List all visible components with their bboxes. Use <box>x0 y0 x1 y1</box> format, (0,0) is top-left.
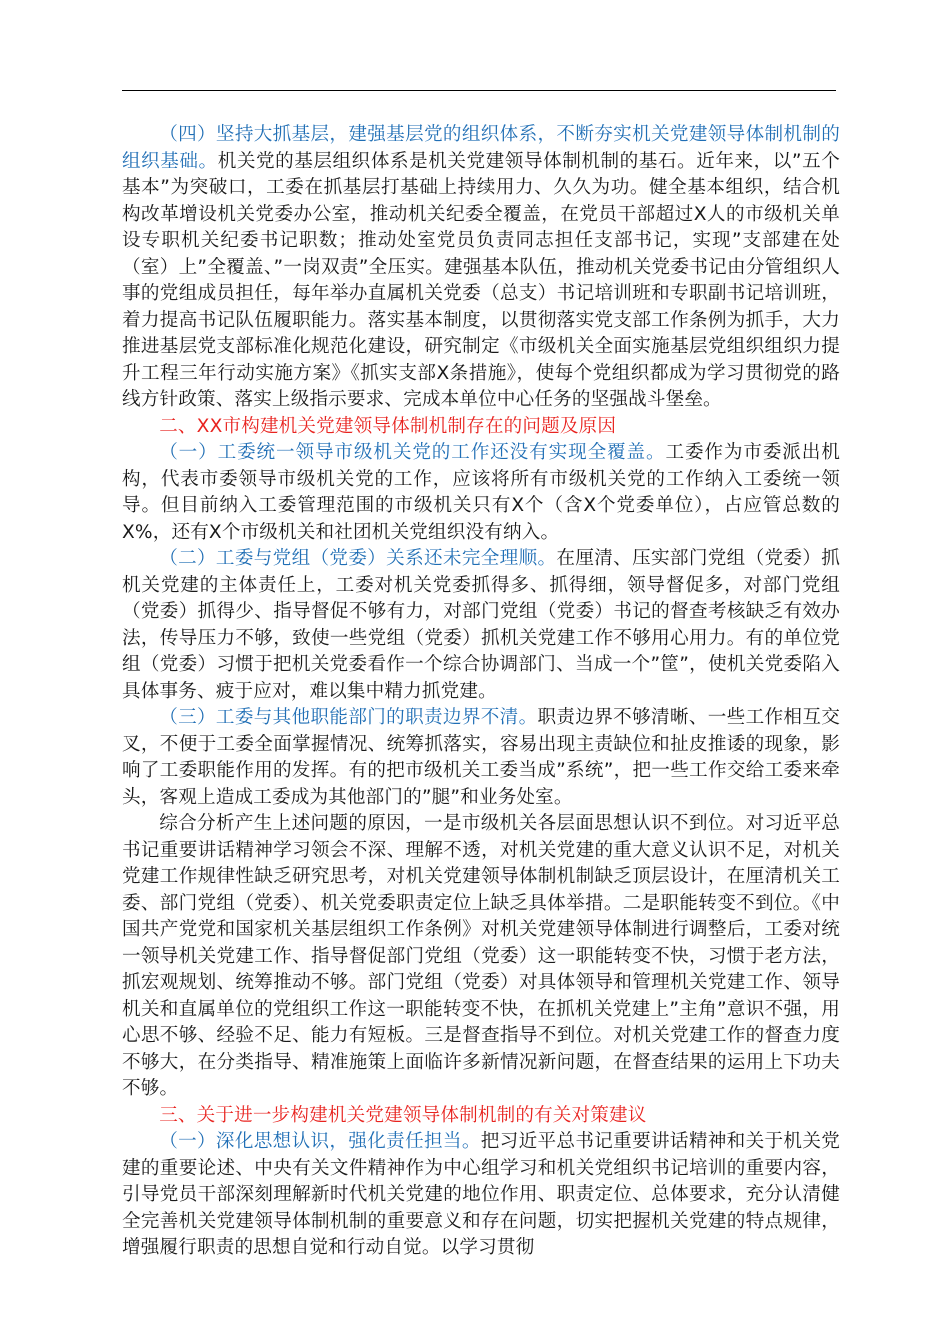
subheading-one: （一）工委统一领导市级机关党的工作还没有实现全覆盖。 <box>159 442 666 463</box>
paragraph-text: 综合分析产生上述问题的原因，一是市级机关各层面思想认识不到位。对习近平总书记重要讲话精神学习领会不深、理解不透，对机关党建的重大意义认识不足，对机关党建工作规律性缺乏研究思考，对机关党建领导体制机制缺乏顶层设计，在厘清机关工委、部门党组（党委）、机关党委职责定位上缺乏具体举措。二是职能转变不到位。《中国共产党党和国家机关基层组织工作条例》对机关党建领导体制进行调整后，工委对统一领导机关党建工作、指导督促部门党组（党委）这一职能转变不快，习惯于老方法，抓宏观规划、统筹推动不够。部门党组（党委）对具体领导和管理机关党建工作、领导机关和直属单位的党组织工作这一职能转变不快，在抓机关党建上”主角”意识不强，用心思不够、经验不足、能力有短板。三是督查指导不到位。对机关党建工作的督查力度不够大，在分类指导、精准施策上面临许多新情况新问题，在督查结果的运用上下功夫不够。 <box>122 813 840 1099</box>
paragraph-relationship <box>122 546 840 705</box>
paragraph-text: 把习近平总书记重要讲话精神和关于机关党建的重要论述、中央有关文件精神作为中心组学习和机关党组织书记培训的重要内容，引导党员干部深刻理解新时代机关党建的地位作用、职责定位、总体要求，充分认清健全完善机关党建领导体制机制的重要意义和存在问题，切实把握机关党建的特点规律，增强履行职责的思想自觉和行动自觉。以学习贯彻 <box>122 1131 840 1258</box>
section-heading-recommendations: 三、关于进一步构建机关党建领导体制机制的有关对策建议 <box>159 1104 647 1126</box>
paragraph-deepen-awareness <box>122 1129 840 1262</box>
paragraph-text: 机关党的基层组织体系是机关党建领导体制机制的基石。近年来，以”五个基本”为突破口，工委在抓基层打基础上持续用力、久久为功。健全基本组织，结合机构改革增设机关党委办公室，推动机关纪委全覆盖，在党员干部超过X人的市级机关单设专职机关纪委书记职数；推动处室党员负责同志担任支部书记，实现”支部建在处（室）上”全覆盖、”一岗双责”全压实。建强基本队伍，推动机关党委书记由分管组织人事的党组成员担任，每年举办直属机关党委（总支）书记培训班和专职副书记培训班，着力提高书记队伍履职能力。落实基本制度，以贯彻落实党支部工作条例为抓手，大力推进基层党支部标准化规范化建设，研究制定《市级机关全面实施基层党组织组织力提升工程三年行动实施方案》《抓实支部X条措施》，使每个党组织都成为学习贯彻党的路线方针政策、落实上级指示要求、完成本单位中心任务的坚强战斗堡垒。 <box>122 150 840 410</box>
subheading-four: （四）坚持大抓基层，建强基层党的组织体系，不断夯实机关党建领导体制机制的组织基础。 <box>122 124 840 172</box>
paragraph-coverage <box>122 440 840 546</box>
paragraph-boundaries <box>122 705 840 811</box>
paragraph-text: 职责边界不够清晰、一些工作相互交叉，不便于工委全面掌握情况、统筹抓落实，容易出现主责缺位和扯皮推诿的现象，影响了工委职能作用的发挥。有的把市级机关工委当成”系统”，把一些工作交给工委来牵头，客观上造成工委成为其他部门的”腿”和业务处室。 <box>122 707 840 808</box>
document-body <box>122 122 840 1262</box>
paragraph-text: 在厘清、压实部门党组（党委）抓机关党建的主体责任上，工委对机关党委抓得多、抓得细，领导督促多，对部门党组（党委）抓得少、指导督促不够有力，对部门党组（党委）书记的督查考核缺乏有效办法，传导压力不够，致使一些党组（党委）抓机关党建工作不够用心用力。有的单位党组（党委）习惯于把机关党委看作一个综合协调部门、当成一个”筐”，使机关党委陷入具体事务、疲于应对，难以集中精力抓党建。 <box>122 548 840 702</box>
subheading-three: （三）工委与其他职能部门的职责边界不清。 <box>159 707 538 728</box>
subheading-two: （二）工委与党组（党委）关系还未完全理顺。 <box>159 548 557 569</box>
subheading-one-recommendations: （一）深化思想认识，强化责任担当。 <box>159 1131 481 1152</box>
header-rule <box>122 90 836 91</box>
paragraph-causes <box>122 811 840 1103</box>
paragraph-grassroots-organization <box>122 122 840 414</box>
section-heading-problems: 二、XX市构建机关党建领导体制机制存在的问题及原因 <box>159 415 617 437</box>
paragraph-text: 工委作为市委派出机构，代表市委领导市级机关党的工作，应该将所有市级机关党的工作纳入工委统一领导。但目前纳入工委管理范围的市级机关只有X个（含X个党委单位），占应管总数的X%，还有X个市级机关和社团机关党组织没有纳入。 <box>122 442 840 543</box>
